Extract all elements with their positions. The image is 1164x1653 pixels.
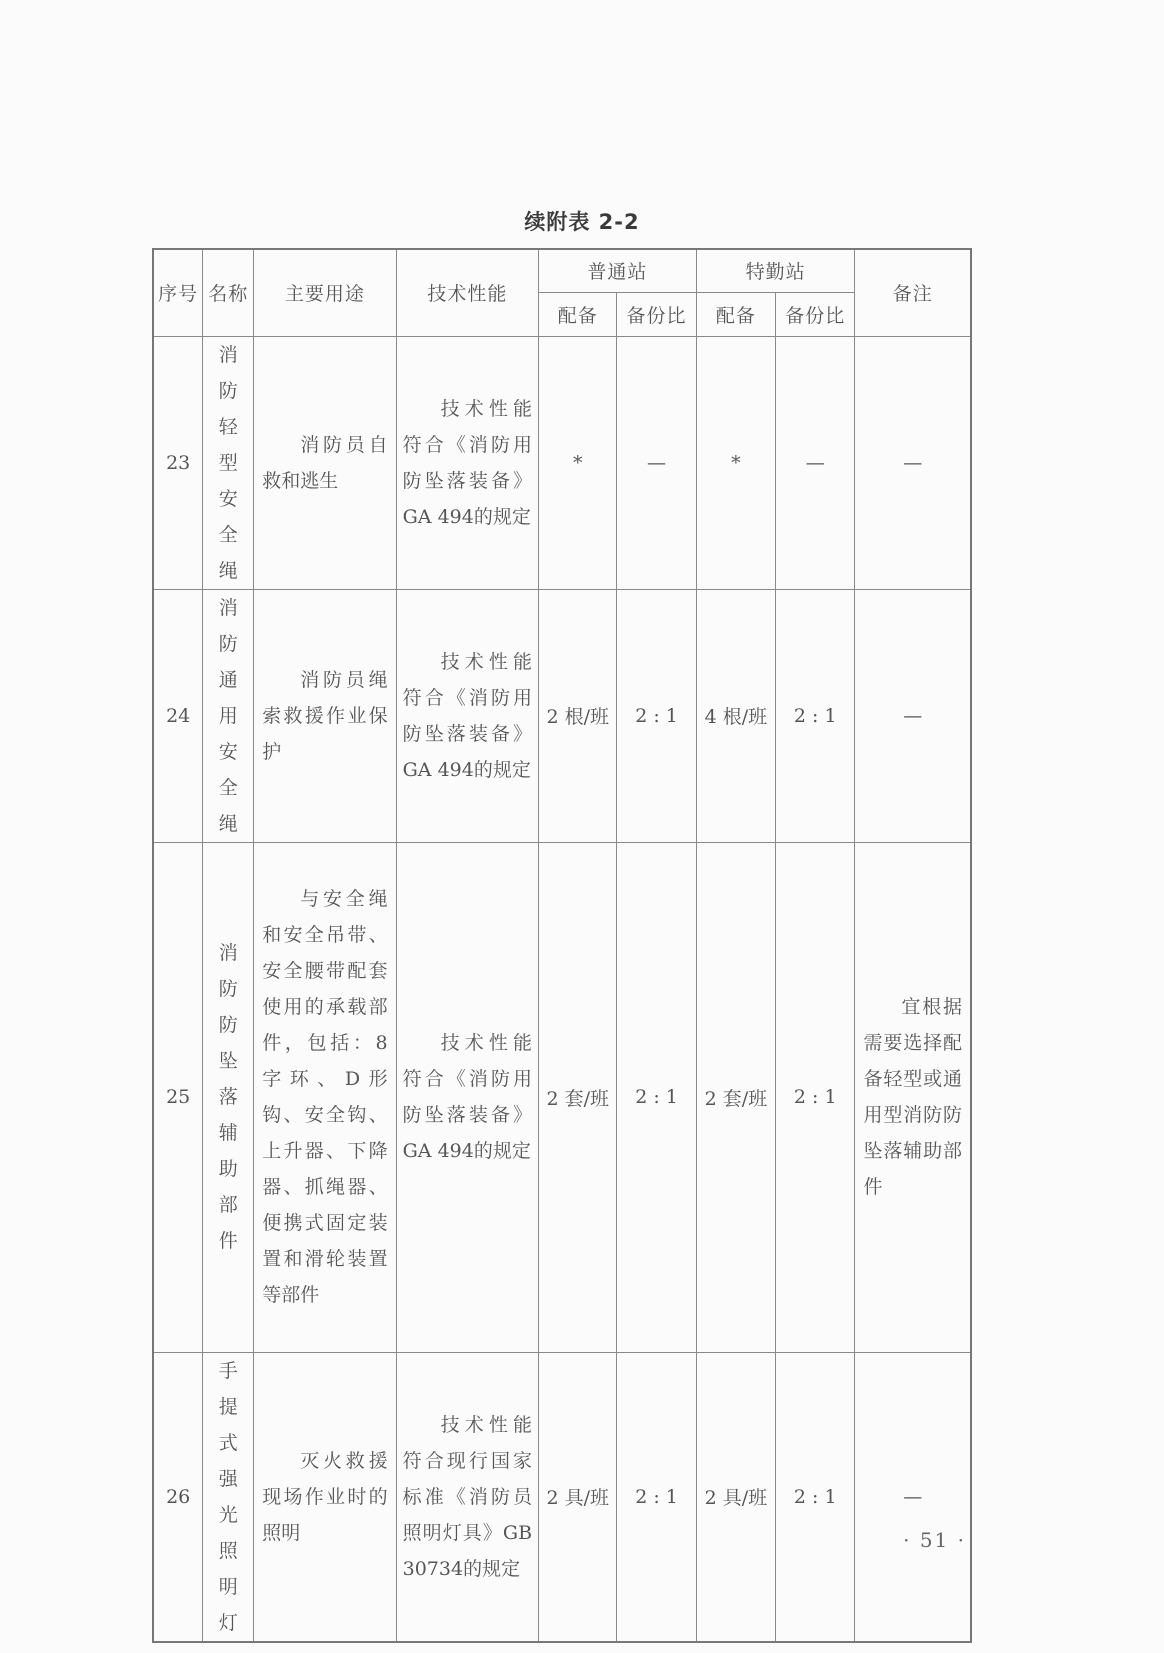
row-normal-ratio: 2 : 1 <box>617 1352 696 1642</box>
header-normal-ratio: 备份比 <box>617 292 696 336</box>
row-normal-equip: 2 套/班 <box>539 842 617 1352</box>
row-seq: 24 <box>153 589 203 842</box>
page-number: · 51 · <box>903 1528 966 1552</box>
row-remarks: — <box>855 589 971 842</box>
header-special-station: 特勤站 <box>696 249 855 292</box>
row-usage: 灭火救援现场作业时的照明 <box>254 1352 396 1642</box>
row-special-equip: 2 套/班 <box>696 842 775 1352</box>
row-performance: 技术性能符合现行国家标准《消防员照明灯具》GB 30734的规定 <box>396 1352 538 1642</box>
header-usage: 主要用途 <box>254 249 396 336</box>
row-normal-ratio: 2 : 1 <box>617 842 696 1352</box>
header-remarks: 备注 <box>855 249 971 336</box>
header-normal-equip: 配备 <box>539 292 617 336</box>
table-row <box>153 1352 971 1642</box>
row-normal-equip: * <box>539 336 617 589</box>
row-name: 消防防坠落辅助部件 <box>203 842 254 1352</box>
row-special-ratio: — <box>776 336 855 589</box>
header-performance: 技术性能 <box>396 249 538 336</box>
row-remarks: — <box>855 1352 971 1642</box>
row-name: 手提式强光照明灯 <box>203 1352 254 1642</box>
row-usage: 消防员自救和逃生 <box>254 336 396 589</box>
row-seq: 25 <box>153 842 203 1352</box>
row-special-equip: 4 根/班 <box>696 589 775 842</box>
row-normal-ratio: — <box>617 336 696 589</box>
row-remarks: — <box>855 336 971 589</box>
row-normal-equip: 2 具/班 <box>539 1352 617 1642</box>
row-usage: 消防员绳索救援作业保护 <box>254 589 396 842</box>
row-special-ratio: 2 : 1 <box>776 589 855 842</box>
row-seq: 23 <box>153 336 203 589</box>
row-normal-ratio: 2 : 1 <box>617 589 696 842</box>
row-performance: 技术性能符合《消防用防坠落装备》GA 494的规定 <box>396 842 538 1352</box>
row-special-equip: 2 具/班 <box>696 1352 775 1642</box>
table-row <box>153 336 971 589</box>
row-name: 消防轻型安全绳 <box>203 336 254 589</box>
header-special-equip: 配备 <box>696 292 775 336</box>
row-name: 消防通用安全绳 <box>203 589 254 842</box>
row-usage: 与安全绳和安全吊带、安全腰带配套使用的承载部件，包括：8字环、D形钩、安全钩、上升器、下降器、抓绳器、便携式固定装置和滑轮装置等部件 <box>254 842 396 1352</box>
row-special-ratio: 2 : 1 <box>776 842 855 1352</box>
row-performance: 技术性能符合《消防用防坠落装备》GA 494的规定 <box>396 589 538 842</box>
row-normal-equip: 2 根/班 <box>539 589 617 842</box>
table-title: 续附表 2-2 <box>524 210 640 234</box>
header-normal-station: 普通站 <box>539 249 697 292</box>
header-special-ratio: 备份比 <box>776 292 855 336</box>
row-seq: 26 <box>153 1352 203 1642</box>
equipment-table <box>152 248 972 1643</box>
table-row <box>153 842 971 1352</box>
header-name: 名称 <box>203 249 254 336</box>
table-row <box>153 589 971 842</box>
row-special-equip: * <box>696 336 775 589</box>
row-remarks: 宜根据需要选择配备轻型或通用型消防防坠落辅助部件 <box>855 842 971 1352</box>
header-seq: 序号 <box>153 249 203 336</box>
row-special-ratio: 2 : 1 <box>776 1352 855 1642</box>
row-performance: 技术性能符合《消防用防坠落装备》GA 494的规定 <box>396 336 538 589</box>
